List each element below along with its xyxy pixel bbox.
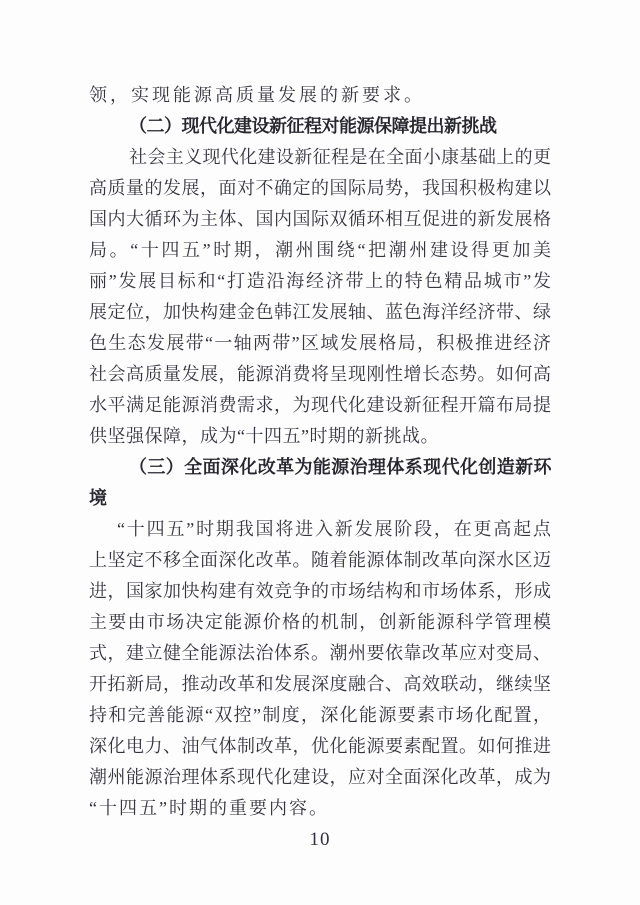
section-heading: （三）全面深化改革为能源治理体系现代化创造新环 [129, 457, 551, 477]
body-text-line: 主要由市场决定能源价格的机制，创新能源科学管理模 [89, 612, 551, 632]
body-text-line: 开拓新局，推动改革和发展深度融合、高效联动，继续坚 [89, 674, 551, 694]
body-text-line: “十四五”时期的重要内容。 [89, 798, 329, 818]
body-text-line: 持和完善能源“双控”制度，深化能源要素市场化配置， [89, 705, 551, 725]
document-text-block [89, 80, 551, 824]
body-text-line: 社会高质量发展，能源消费将呈现刚性增长态势。如何高 [89, 364, 551, 384]
section-heading: （二）现代化建设新征程对能源保障提出新挑战 [129, 116, 497, 136]
body-text-line: 潮州能源治理体系现代化建设，应对全面深化改革，成为 [89, 767, 551, 787]
body-text-line: 水平满足能源消费需求，为现代化建设新征程开篇布局提 [89, 395, 551, 415]
body-text-line: 色生态发展带“一轴两带”区域发展格局，积极推进经济 [89, 333, 551, 353]
body-text-line: 供坚强保障，成为“十四五”时期的新挑战。 [89, 426, 439, 446]
body-text-line: 局。“十四五”时期，潮州围绕“把潮州建设得更加美 [89, 240, 551, 260]
body-text-line: 国内大循环为主体、国内国际双循环相互促进的新发展格 [89, 209, 551, 229]
section-heading-wrap: 境 [89, 488, 107, 508]
body-text-line: 丽”发展目标和“打造沿海经济带上的特色精品城市”发 [89, 271, 551, 291]
body-text-line: 上坚定不移全面深化改革。随着能源体制改革向深水区迈 [89, 550, 551, 570]
body-text-line: 展定位，加快构建金色韩江发展轴、蓝色海洋经济带、绿 [89, 302, 551, 322]
body-text-line: 进，国家加快构建有效竞争的市场结构和市场体系，形成 [89, 581, 551, 601]
body-text-line: 领，实现能源高质量发展的新要求。 [89, 85, 425, 105]
body-text-line: 深化电力、油气体制改革，优化能源要素配置。如何推进 [89, 736, 551, 756]
body-text-line: 式，建立健全能源法治体系。潮州要依靠改革应对变局、 [89, 643, 551, 663]
page-number: 10 [309, 829, 331, 850]
body-text-line: “十四五”时期我国将进入新发展阶段，在更高起点 [117, 519, 551, 539]
body-text-line: 社会主义现代化建设新征程是在全面小康基础上的更 [129, 147, 551, 167]
body-text-line: 高质量的发展，面对不确定的国际局势，我国积极构建以 [89, 178, 551, 198]
